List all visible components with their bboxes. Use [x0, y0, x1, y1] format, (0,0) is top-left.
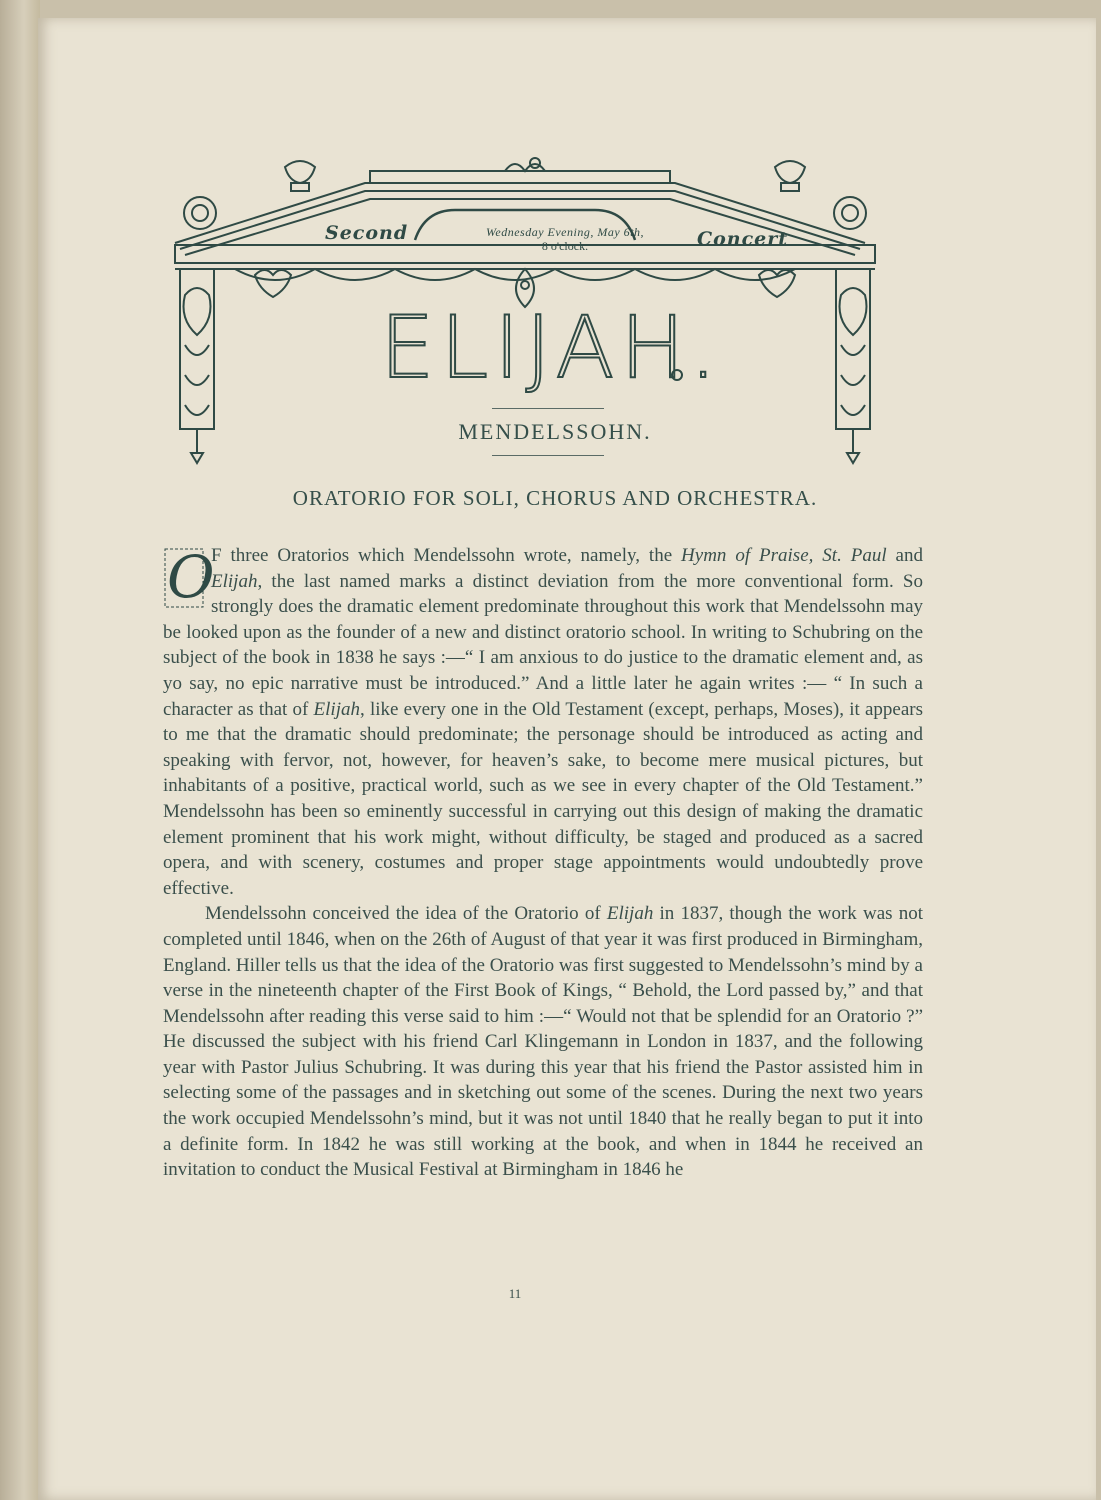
- divider: [492, 455, 604, 456]
- text: and: [886, 545, 923, 566]
- drop-cap-letter: O: [167, 543, 215, 611]
- drop-cap: [163, 543, 215, 611]
- section-subtitle: ORATORIO FOR SOLI, CHORUS AND ORCHESTRA.: [292, 486, 818, 510]
- article-body: [163, 543, 923, 1183]
- concert-label: Concert: [697, 228, 789, 250]
- page-title: ELIJAH.: [380, 298, 723, 398]
- paragraph: [163, 901, 923, 1183]
- text: Mendelssohn conceived the idea of the Oratorio of: [205, 903, 607, 925]
- concert-number-label: Second: [325, 222, 409, 244]
- work-title: Elijah: [606, 903, 654, 925]
- divider: [492, 408, 604, 409]
- text: , the last named marks a distinct deviation from the more conventional form. So strongly does the dramatic element predominate throughout this work that Mendelssohn may be looked upon as the founder of a new and distinct oratorio school. In writing to Schubring on the subject of the book in 1838 he says :—“ I am anxious to do justice to the dramatic element and, as yo say, no epic narrative must be introduced.” And a little later he again writes :— “ In such a character as that of: [163, 570, 923, 720]
- page-number: 11: [508, 1286, 522, 1301]
- book-spine: [0, 0, 40, 1500]
- text: F three Oratorios which Mendelssohn wrote, namely, the: [211, 545, 682, 566]
- composer-name: MENDELSSOHN.: [458, 419, 652, 444]
- text: in 1837, though the work was not completed until 1846, when on the 26th of August of that year it was first produced in Birmingham, England. Hiller tells us that the idea of the Oratorio was first suggested to Mendelssohn’s mind by a verse in the nineteenth chapter of the First Book of Kings, “ Behold, the Lord passed by,” and that Mendelssohn after reading this verse said to him :—“ Would not that be splendid for an Oratorio ?” He discussed the subject with his friend Carl Klingemann in London in 1837, and the following year with Pastor Julius Schubring. It was during this year that his friend the Pastor assisted him in selecting some of the passages and in sketching out some of the scenes. During the next two years the work occupied Mendelssohn’s mind, but it was not until 1840 that he really began to put it into a definite form. In 1842 he was still working at the book, and when in 1844 he received an invitation to conduct the Musical Festival at Birmingham in 1846 he: [163, 903, 923, 1181]
- work-title: Elijah: [211, 570, 258, 592]
- work-title: Hymn of Praise, St. Paul: [681, 545, 887, 566]
- paragraph: [163, 543, 923, 901]
- event-time: 8 o'clock.: [541, 239, 589, 253]
- work-title: Elijah: [313, 698, 360, 720]
- event-date: Wednesday Evening, May 6th,: [485, 225, 644, 239]
- text: , like every one in the Old Testament (except, perhaps, Moses), it appears to me that the dramatic should predominate; the personage should be introduced as acting and speaking with fervor, not, however, for heaven’s sake, to become mere musical pictures, but inhabitants of a positive, practical world, such as we see in every chapter of the Old Testament.” Mendelssohn has been so eminently successful in carrying out this design of making the dramatic element prominent that his work might, without difficulty, be staged and produced as a sacred opera, and with scenery, costumes and proper stage appointments would undoubtedly prove effective.: [163, 698, 923, 899]
